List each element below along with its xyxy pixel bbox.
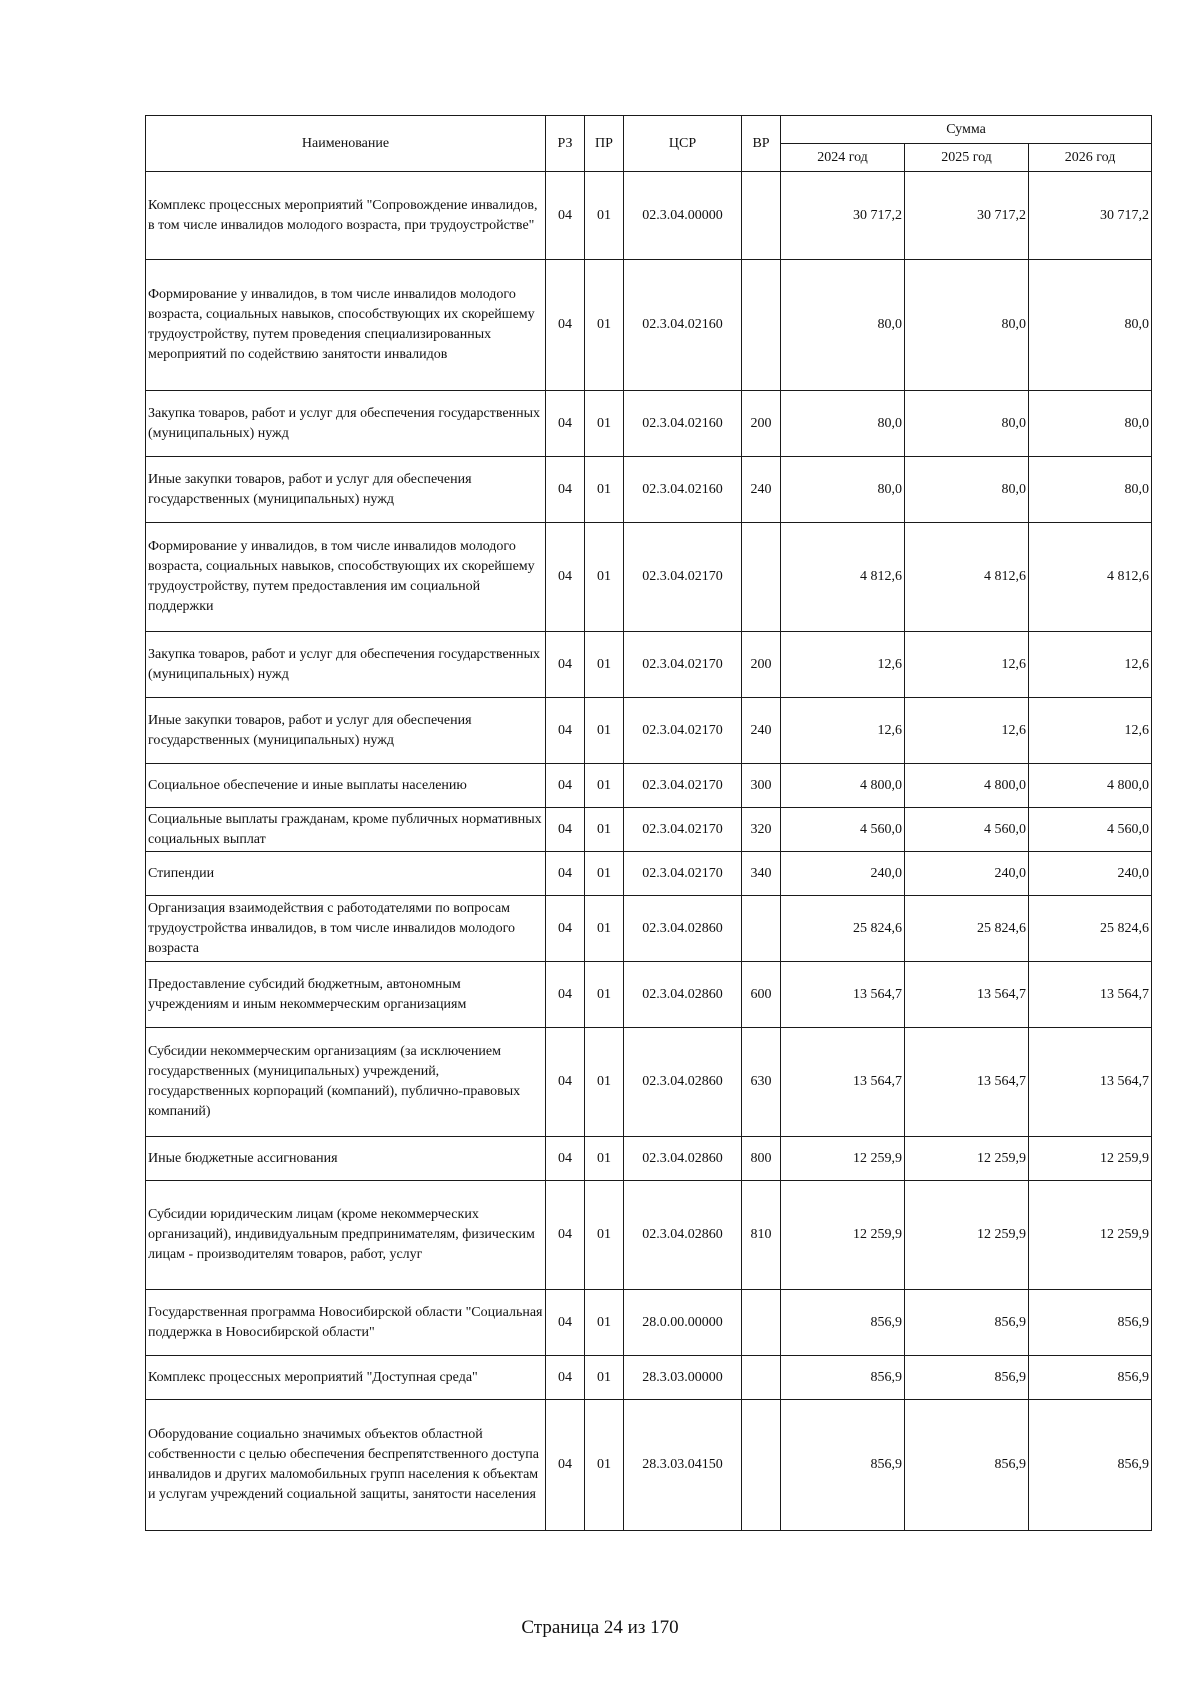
row-csr: 02.3.04.02860 bbox=[624, 896, 742, 962]
row-amount-2025: 12,6 bbox=[905, 698, 1029, 764]
row-amount-2025: 80,0 bbox=[905, 391, 1029, 457]
table-row bbox=[146, 1290, 1152, 1356]
row-amount-2026: 4 812,6 bbox=[1029, 523, 1152, 632]
table-row bbox=[146, 632, 1152, 698]
row-amount-2026: 30 717,2 bbox=[1029, 172, 1152, 260]
row-csr: 28.0.00.00000 bbox=[624, 1290, 742, 1356]
row-name: Формирование у инвалидов, в том числе инвалидов молодого возраста, социальных навыков, способствующих их скорейшему трудоустройству, путем проведения специализированных мероприятий по содействию занятости инвалидов bbox=[146, 260, 546, 391]
row-amount-2025: 12,6 bbox=[905, 632, 1029, 698]
row-pr: 01 bbox=[585, 391, 624, 457]
table-row bbox=[146, 852, 1152, 896]
budget-table bbox=[145, 115, 1152, 1531]
table-row bbox=[146, 698, 1152, 764]
row-vr bbox=[742, 260, 781, 391]
row-name: Оборудование социально значимых объектов областной собственности с целью обеспечения беспрепятственного доступа инвалидов и других маломобильных групп населения к объектам и услугам учреждений социальной защиты, занятости населения bbox=[146, 1400, 546, 1531]
row-pr: 01 bbox=[585, 1400, 624, 1531]
row-name: Формирование у инвалидов, в том числе инвалидов молодого возраста, социальных навыков, способствующих их скорейшему трудоустройству, путем предоставления им социальной поддержки bbox=[146, 523, 546, 632]
table-row bbox=[146, 391, 1152, 457]
row-rz: 04 bbox=[546, 1137, 585, 1181]
row-amount-2024: 240,0 bbox=[781, 852, 905, 896]
row-name: Социальное обеспечение и иные выплаты населению bbox=[146, 764, 546, 808]
row-name: Комплекс процессных мероприятий "Сопровождение инвалидов, в том числе инвалидов молодого возраста, при трудоустройстве" bbox=[146, 172, 546, 260]
row-name: Стипендии bbox=[146, 852, 546, 896]
row-amount-2026: 4 800,0 bbox=[1029, 764, 1152, 808]
row-amount-2025: 25 824,6 bbox=[905, 896, 1029, 962]
header-year-2025: 2025 год bbox=[905, 144, 1029, 172]
row-rz: 04 bbox=[546, 896, 585, 962]
header-rz: РЗ bbox=[546, 116, 585, 172]
table-row bbox=[146, 1028, 1152, 1137]
table-row bbox=[146, 896, 1152, 962]
row-rz: 04 bbox=[546, 1400, 585, 1531]
row-vr bbox=[742, 1356, 781, 1400]
page-number: Страница 24 из 170 bbox=[521, 1617, 679, 1638]
row-csr: 02.3.04.02170 bbox=[624, 698, 742, 764]
row-rz: 04 bbox=[546, 764, 585, 808]
row-amount-2024: 12 259,9 bbox=[781, 1137, 905, 1181]
row-amount-2026: 12,6 bbox=[1029, 698, 1152, 764]
row-amount-2026: 13 564,7 bbox=[1029, 962, 1152, 1028]
row-pr: 01 bbox=[585, 260, 624, 391]
row-name: Социальные выплаты гражданам, кроме публичных нормативных социальных выплат bbox=[146, 808, 546, 852]
row-rz: 04 bbox=[546, 1181, 585, 1290]
row-amount-2026: 13 564,7 bbox=[1029, 1028, 1152, 1137]
row-rz: 04 bbox=[546, 172, 585, 260]
row-vr: 200 bbox=[742, 391, 781, 457]
row-vr: 600 bbox=[742, 962, 781, 1028]
row-amount-2024: 4 560,0 bbox=[781, 808, 905, 852]
header-year-2026: 2026 год bbox=[1029, 144, 1152, 172]
row-pr: 01 bbox=[585, 962, 624, 1028]
header-year-2024: 2024 год bbox=[781, 144, 905, 172]
row-pr: 01 bbox=[585, 523, 624, 632]
row-amount-2025: 12 259,9 bbox=[905, 1181, 1029, 1290]
row-amount-2025: 240,0 bbox=[905, 852, 1029, 896]
row-pr: 01 bbox=[585, 457, 624, 523]
table-header bbox=[146, 116, 1152, 172]
row-name: Закупка товаров, работ и услуг для обеспечения государственных (муниципальных) нужд bbox=[146, 391, 546, 457]
row-csr: 02.3.04.02170 bbox=[624, 852, 742, 896]
row-name: Комплекс процессных мероприятий "Доступная среда" bbox=[146, 1356, 546, 1400]
row-name: Иные закупки товаров, работ и услуг для обеспечения государственных (муниципальных) нужд bbox=[146, 457, 546, 523]
row-name: Субсидии некоммерческим организациям (за исключением государственных (муниципальных) учреждений, государственных корпораций (компаний), публично-правовых компаний) bbox=[146, 1028, 546, 1137]
row-name: Иные бюджетные ассигнования bbox=[146, 1137, 546, 1181]
row-name: Субсидии юридическим лицам (кроме некоммерческих организаций), индивидуальным предпринимателям, физическим лицам - производителям товаров, работ, услуг bbox=[146, 1181, 546, 1290]
row-name: Организация взаимодействия с работодателями по вопросам трудоустройства инвалидов, в том числе инвалидов молодого возраста bbox=[146, 896, 546, 962]
row-amount-2025: 80,0 bbox=[905, 260, 1029, 391]
table-row bbox=[146, 1181, 1152, 1290]
row-amount-2025: 13 564,7 bbox=[905, 962, 1029, 1028]
table-row bbox=[146, 523, 1152, 632]
row-amount-2025: 4 800,0 bbox=[905, 764, 1029, 808]
row-pr: 01 bbox=[585, 852, 624, 896]
row-amount-2026: 240,0 bbox=[1029, 852, 1152, 896]
row-name: Предоставление субсидий бюджетным, автономным учреждениям и иным некоммерческим организациям bbox=[146, 962, 546, 1028]
row-amount-2026: 80,0 bbox=[1029, 391, 1152, 457]
row-csr: 02.3.04.02860 bbox=[624, 1181, 742, 1290]
row-vr: 800 bbox=[742, 1137, 781, 1181]
row-csr: 02.3.04.02160 bbox=[624, 260, 742, 391]
row-amount-2026: 12 259,9 bbox=[1029, 1137, 1152, 1181]
row-amount-2024: 25 824,6 bbox=[781, 896, 905, 962]
row-csr: 02.3.04.02170 bbox=[624, 523, 742, 632]
row-csr: 02.3.04.02860 bbox=[624, 1028, 742, 1137]
row-rz: 04 bbox=[546, 852, 585, 896]
row-amount-2025: 856,9 bbox=[905, 1400, 1029, 1531]
row-amount-2026: 856,9 bbox=[1029, 1400, 1152, 1531]
row-rz: 04 bbox=[546, 391, 585, 457]
row-amount-2026: 856,9 bbox=[1029, 1356, 1152, 1400]
row-rz: 04 bbox=[546, 1290, 585, 1356]
row-vr: 240 bbox=[742, 457, 781, 523]
row-amount-2025: 13 564,7 bbox=[905, 1028, 1029, 1137]
row-amount-2025: 856,9 bbox=[905, 1290, 1029, 1356]
row-rz: 04 bbox=[546, 808, 585, 852]
table-row bbox=[146, 457, 1152, 523]
row-rz: 04 bbox=[546, 962, 585, 1028]
table-row bbox=[146, 260, 1152, 391]
row-amount-2024: 13 564,7 bbox=[781, 1028, 905, 1137]
row-amount-2026: 80,0 bbox=[1029, 260, 1152, 391]
row-pr: 01 bbox=[585, 764, 624, 808]
row-vr: 240 bbox=[742, 698, 781, 764]
row-csr: 28.3.03.00000 bbox=[624, 1356, 742, 1400]
row-rz: 04 bbox=[546, 1356, 585, 1400]
row-amount-2024: 30 717,2 bbox=[781, 172, 905, 260]
row-csr: 02.3.04.00000 bbox=[624, 172, 742, 260]
row-vr: 200 bbox=[742, 632, 781, 698]
row-csr: 02.3.04.02170 bbox=[624, 764, 742, 808]
row-pr: 01 bbox=[585, 172, 624, 260]
row-csr: 02.3.04.02160 bbox=[624, 391, 742, 457]
row-pr: 01 bbox=[585, 698, 624, 764]
row-csr: 02.3.04.02160 bbox=[624, 457, 742, 523]
row-name: Закупка товаров, работ и услуг для обеспечения государственных (муниципальных) нужд bbox=[146, 632, 546, 698]
row-rz: 04 bbox=[546, 457, 585, 523]
row-rz: 04 bbox=[546, 523, 585, 632]
row-pr: 01 bbox=[585, 1290, 624, 1356]
row-rz: 04 bbox=[546, 260, 585, 391]
row-pr: 01 bbox=[585, 1181, 624, 1290]
row-amount-2024: 12,6 bbox=[781, 632, 905, 698]
table-row bbox=[146, 764, 1152, 808]
row-amount-2024: 856,9 bbox=[781, 1290, 905, 1356]
header-pr: ПР bbox=[585, 116, 624, 172]
row-rz: 04 bbox=[546, 632, 585, 698]
table-row bbox=[146, 1400, 1152, 1531]
row-amount-2024: 80,0 bbox=[781, 391, 905, 457]
row-pr: 01 bbox=[585, 632, 624, 698]
row-vr: 300 bbox=[742, 764, 781, 808]
table-body bbox=[146, 172, 1152, 1531]
row-amount-2024: 12 259,9 bbox=[781, 1181, 905, 1290]
row-csr: 02.3.04.02170 bbox=[624, 808, 742, 852]
row-amount-2026: 856,9 bbox=[1029, 1290, 1152, 1356]
row-amount-2025: 30 717,2 bbox=[905, 172, 1029, 260]
row-amount-2025: 80,0 bbox=[905, 457, 1029, 523]
table-row bbox=[146, 1356, 1152, 1400]
header-name: Наименование bbox=[146, 116, 546, 172]
row-vr bbox=[742, 1400, 781, 1531]
row-vr bbox=[742, 896, 781, 962]
row-rz: 04 bbox=[546, 1028, 585, 1137]
row-amount-2024: 12,6 bbox=[781, 698, 905, 764]
header-csr: ЦСР bbox=[624, 116, 742, 172]
header-sum: Сумма bbox=[781, 116, 1152, 144]
table-row bbox=[146, 172, 1152, 260]
row-amount-2024: 4 800,0 bbox=[781, 764, 905, 808]
row-vr: 630 bbox=[742, 1028, 781, 1137]
row-amount-2026: 4 560,0 bbox=[1029, 808, 1152, 852]
row-amount-2025: 856,9 bbox=[905, 1356, 1029, 1400]
row-csr: 02.3.04.02860 bbox=[624, 962, 742, 1028]
row-amount-2026: 25 824,6 bbox=[1029, 896, 1152, 962]
row-vr bbox=[742, 1290, 781, 1356]
row-pr: 01 bbox=[585, 896, 624, 962]
row-amount-2025: 4 560,0 bbox=[905, 808, 1029, 852]
row-csr: 28.3.03.04150 bbox=[624, 1400, 742, 1531]
row-name: Иные закупки товаров, работ и услуг для обеспечения государственных (муниципальных) нужд bbox=[146, 698, 546, 764]
header-vr: ВР bbox=[742, 116, 781, 172]
row-pr: 01 bbox=[585, 808, 624, 852]
row-pr: 01 bbox=[585, 1028, 624, 1137]
table-row bbox=[146, 808, 1152, 852]
row-name: Государственная программа Новосибирской области "Социальная поддержка в Новосибирской области" bbox=[146, 1290, 546, 1356]
row-amount-2024: 13 564,7 bbox=[781, 962, 905, 1028]
row-vr bbox=[742, 172, 781, 260]
row-amount-2024: 856,9 bbox=[781, 1400, 905, 1531]
row-rz: 04 bbox=[546, 698, 585, 764]
row-pr: 01 bbox=[585, 1137, 624, 1181]
table-row bbox=[146, 962, 1152, 1028]
row-amount-2025: 4 812,6 bbox=[905, 523, 1029, 632]
row-amount-2024: 80,0 bbox=[781, 457, 905, 523]
row-amount-2026: 12,6 bbox=[1029, 632, 1152, 698]
row-vr: 320 bbox=[742, 808, 781, 852]
row-vr bbox=[742, 523, 781, 632]
row-amount-2024: 4 812,6 bbox=[781, 523, 905, 632]
row-vr: 340 bbox=[742, 852, 781, 896]
row-vr: 810 bbox=[742, 1181, 781, 1290]
row-amount-2026: 12 259,9 bbox=[1029, 1181, 1152, 1290]
table-row bbox=[146, 1137, 1152, 1181]
row-pr: 01 bbox=[585, 1356, 624, 1400]
row-amount-2025: 12 259,9 bbox=[905, 1137, 1029, 1181]
row-csr: 02.3.04.02170 bbox=[624, 632, 742, 698]
row-amount-2024: 80,0 bbox=[781, 260, 905, 391]
row-csr: 02.3.04.02860 bbox=[624, 1137, 742, 1181]
row-amount-2024: 856,9 bbox=[781, 1356, 905, 1400]
row-amount-2026: 80,0 bbox=[1029, 457, 1152, 523]
